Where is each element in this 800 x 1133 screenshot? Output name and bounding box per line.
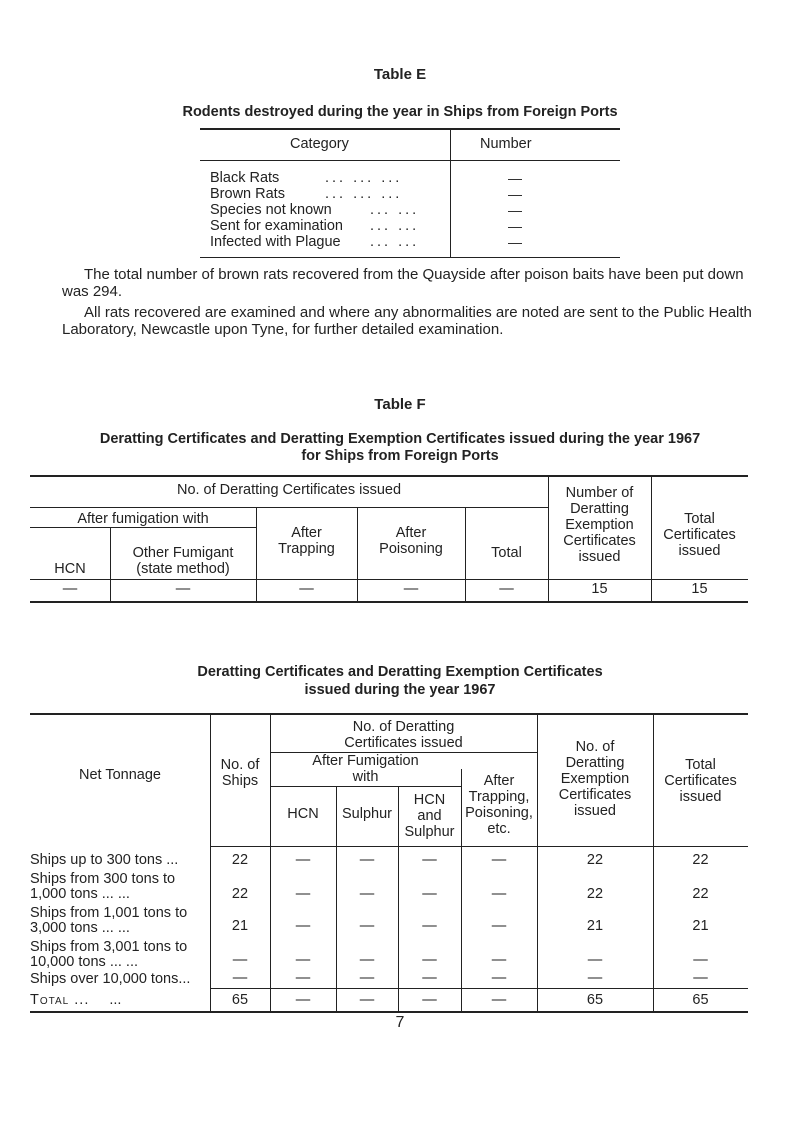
table-g-row-hcn-sulphur: — xyxy=(422,886,437,902)
table-f-header-trapping-1: After xyxy=(291,525,322,541)
table-f-header-exemption-2: Deratting xyxy=(570,501,629,517)
table-g-row-trapping: — xyxy=(491,886,507,902)
table-f-header-poisoning-1: After xyxy=(395,525,427,541)
table-e-col-category: Category xyxy=(290,136,349,152)
table-g-row-label: Ships from 1,001 tons to xyxy=(30,905,188,921)
table-f-value-total: — xyxy=(499,581,514,597)
table-g-title-line2: issued during the year 1967 xyxy=(304,682,496,698)
table-g-header-rule xyxy=(210,846,748,847)
table-f-header-other-2: (state method) xyxy=(136,561,230,577)
table-g-top-rule xyxy=(30,713,748,715)
table-g-header-hcn-sulphur-2: and xyxy=(417,808,442,824)
table-g-row-label-2: 10,000 tons ... ... xyxy=(30,954,139,970)
table-g-total-dots: ... xyxy=(109,992,122,1008)
table-g-row-total: 22 xyxy=(692,852,709,868)
table-g-header-totalcerts-3: issued xyxy=(679,789,722,805)
table-g-total-rule xyxy=(210,988,748,989)
table-g-row-hcn: — xyxy=(295,918,311,934)
table-g-row-exemption: 21 xyxy=(586,918,604,934)
table-g-row-hcn: — xyxy=(295,952,311,968)
table-f-value-exemption: 15 xyxy=(591,581,608,597)
table-e-row-dots: ... ... ... xyxy=(325,186,403,202)
table-g-bottom-rule xyxy=(30,1011,748,1013)
table-g-total-sulphur: — xyxy=(359,992,375,1008)
table-f-title: Table F xyxy=(374,396,426,413)
table-g-header-totalcerts-2: Certificates xyxy=(664,773,737,789)
table-g-row-label-2: 1,000 tons ... ... xyxy=(30,886,130,902)
table-g-header-exemption-4: Certificates xyxy=(558,787,632,803)
table-e-row-number: — xyxy=(508,202,522,218)
table-f-subtitle-line2: for Ships from Foreign Ports xyxy=(301,448,499,464)
table-g-header-hcn-sulphur-1: HCN xyxy=(413,792,446,808)
table-g-row-label: Ships over 10,000 tons... xyxy=(30,971,191,987)
table-g-header-deratting-2: Certificates issued xyxy=(344,735,463,751)
table-g-header-sulphur: Sulphur xyxy=(342,806,392,822)
table-g-row-hcn-sulphur: — xyxy=(422,852,437,868)
table-g-header-exemption-5: issued xyxy=(574,803,616,819)
table-g-row-label: Ships up to 300 tons ... xyxy=(30,852,179,868)
table-e-col-number: Number xyxy=(480,136,532,152)
table-g-row-sulphur: — xyxy=(359,918,375,934)
table-f-header-rule xyxy=(30,507,548,508)
table-e-row-label: Sent for examination xyxy=(210,218,343,234)
table-g-header-net-tonnage: Net Tonnage xyxy=(79,767,161,783)
table-g-header-trapping-1: After xyxy=(483,773,515,789)
table-e-row-dots: ... ... xyxy=(370,202,420,218)
table-f-header-total: Total xyxy=(491,545,522,561)
table-g-title-line1: Deratting Certificates and Deratting Exemption Certificates xyxy=(197,664,603,680)
page-number: 7 xyxy=(395,1014,405,1031)
table-f-subtitle-line1: Deratting Certificates and Deratting Exemption Certificates issued during the year 1967 xyxy=(99,431,701,447)
table-f-header-poisoning-2: Poisoning xyxy=(379,541,443,557)
table-e-top-rule xyxy=(200,128,620,130)
table-g-header-trapping-3: Poisoning, xyxy=(465,805,533,821)
table-g-header-trapping-4: etc. xyxy=(487,821,511,837)
table-g-row-total: — xyxy=(693,952,708,968)
table-f-value-other: — xyxy=(175,581,191,597)
table-g-row-hcn: — xyxy=(295,886,311,902)
table-f-header-exemption-1: Number of xyxy=(565,485,634,501)
table-f-header-totalcerts-3: issued xyxy=(678,543,721,559)
table-g-row-hcn: — xyxy=(295,852,311,868)
table-g-row-label: Ships from 3,001 tons to xyxy=(30,939,188,955)
table-g-header-rule xyxy=(270,786,461,787)
paragraph-examination: All rats recovered are examined and where any abnormalities are noted are sent to the Public Health Laboratory, Newcastle upon Tyne, for further detailed examination. xyxy=(62,304,752,338)
table-e-row-number: — xyxy=(508,234,522,250)
table-f-header-fumigation: After fumigation with xyxy=(77,511,209,527)
table-f-header-exemption-5: issued xyxy=(578,549,621,565)
table-g-row-label-2: 3,000 tons ... ... xyxy=(30,920,130,936)
table-g-total-label xyxy=(30,992,121,1008)
table-e-row-dots: ... ... xyxy=(370,234,420,250)
table-g-header-deratting-1: No. of Deratting xyxy=(352,719,455,735)
table-g-header-trapping-2: Trapping, xyxy=(468,789,530,805)
table-g-row-total: 21 xyxy=(692,918,709,934)
table-g-header-hcn: HCN xyxy=(287,806,319,822)
table-g-total-exemption: 65 xyxy=(586,992,604,1008)
table-g-header-exemption-1: No. of xyxy=(575,739,615,755)
table-e-bottom-rule xyxy=(200,257,620,258)
table-g-row-exemption: 22 xyxy=(586,886,604,902)
table-g-header-hcn-sulphur-3: Sulphur xyxy=(404,824,455,840)
paragraph-brown-rats: The total number of brown rats recovered from the Quayside after poison baits have been put down was 294. xyxy=(62,266,744,300)
table-f-bottom-rule xyxy=(30,601,748,603)
table-f-value-trapping: — xyxy=(299,581,314,597)
table-g-row-exemption: 22 xyxy=(586,852,604,868)
table-f-header-trapping-2: Trapping xyxy=(278,541,335,557)
table-g-header-totalcerts-1: Total xyxy=(685,757,716,773)
table-e-row-label: Infected with Plague xyxy=(210,234,341,250)
table-g-row-total: — xyxy=(693,970,708,986)
table-f-top-rule xyxy=(30,475,748,477)
table-g-row-sulphur: — xyxy=(359,886,375,902)
table-e-row-number: — xyxy=(508,218,522,234)
table-g-row-exemption: — xyxy=(587,952,603,968)
table-g-header-exemption-3: Exemption xyxy=(560,771,630,787)
table-e-row-dots: ... ... xyxy=(370,218,420,234)
table-e-row-label: Brown Rats xyxy=(210,186,285,202)
table-g-row-sulphur: — xyxy=(359,952,375,968)
table-f-header-totalcerts-2: Certificates xyxy=(663,527,736,543)
table-g-total-text: Total ... xyxy=(30,992,90,1008)
table-f-header-other-1: Other Fumigant xyxy=(132,545,234,561)
table-g-total-trapping: — xyxy=(491,992,507,1008)
table-g-row-hcn-sulphur: — xyxy=(422,918,437,934)
table-g-row-ships: 22 xyxy=(231,852,249,868)
table-e-divider xyxy=(450,130,451,258)
table-g-row-hcn-sulphur: — xyxy=(422,970,437,986)
table-f-header-totalcerts-1: Total xyxy=(684,511,715,527)
table-f-value-hcn: — xyxy=(62,581,78,597)
table-g-header-ships-2: Ships xyxy=(221,773,259,789)
table-g-row-trapping: — xyxy=(491,952,507,968)
table-f-header-hcn: HCN xyxy=(54,561,86,577)
table-g-total-ships: 65 xyxy=(231,992,249,1008)
table-g-row-trapping: — xyxy=(491,852,507,868)
table-f-value-total-certs: 15 xyxy=(691,581,708,597)
table-f-value-poisoning: — xyxy=(403,581,419,597)
table-g-row-total: 22 xyxy=(692,886,709,902)
table-f-header-rule xyxy=(30,527,256,528)
table-g-row-ships: — xyxy=(232,970,248,986)
table-e-row-label: Species not known xyxy=(210,202,332,218)
table-g-header-fumigation-2: with xyxy=(352,769,379,785)
table-e-header-rule xyxy=(200,160,620,161)
table-g-total-hcn-sulphur: — xyxy=(422,992,437,1008)
table-e-row-dots: ... ... ... xyxy=(325,170,403,186)
table-g-header-fumigation-1: After Fumigation xyxy=(312,753,419,769)
table-f-header-exemption-4: Certificates xyxy=(563,533,636,549)
table-g-row-ships: 21 xyxy=(231,918,249,934)
table-f-header-deratting: No. of Deratting Certificates issued xyxy=(176,482,402,498)
table-g-header-ships-1: No. of xyxy=(220,757,260,773)
table-g-row-trapping: — xyxy=(491,970,507,986)
table-g-row-trapping: — xyxy=(491,918,507,934)
table-g-total-hcn: — xyxy=(295,992,311,1008)
table-g-total-total: 65 xyxy=(692,992,709,1008)
table-e-title: Table E xyxy=(373,66,427,83)
table-g-row-hcn: — xyxy=(295,970,311,986)
table-g-row-sulphur: — xyxy=(359,970,375,986)
table-e-subtitle: Rodents destroyed during the year in Ships from Foreign Ports xyxy=(182,104,618,120)
table-e-row-number: — xyxy=(508,170,522,186)
table-e-row-number: — xyxy=(508,186,522,202)
table-g-row-ships: 22 xyxy=(231,886,249,902)
table-g-row-ships: — xyxy=(232,952,248,968)
table-g-row-hcn-sulphur: — xyxy=(422,952,437,968)
table-g-row-sulphur: — xyxy=(359,852,375,868)
table-f-header-exemption-3: Exemption xyxy=(565,517,634,533)
table-f-header-rule xyxy=(30,579,748,580)
table-g-header-exemption-2: Deratting xyxy=(565,755,625,771)
table-e-row-label: Black Rats xyxy=(210,170,280,186)
table-g-row-exemption: — xyxy=(587,970,603,986)
table-g-row-label: Ships from 300 tons to xyxy=(30,871,176,887)
